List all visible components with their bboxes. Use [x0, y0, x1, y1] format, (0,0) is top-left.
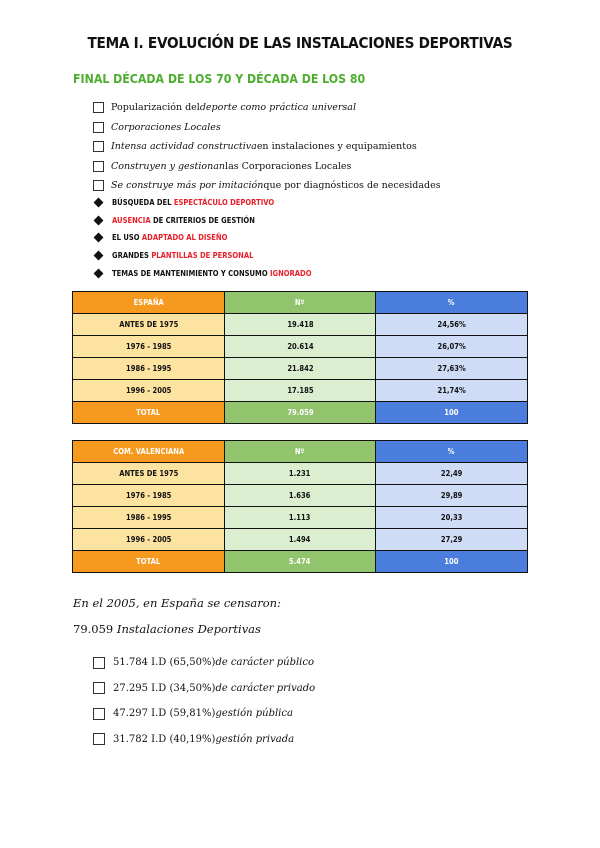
- stats-item: 27.295 I.D (34,50%) de carácter privado: [93, 676, 315, 702]
- table-cell: 1976 - 1985: [73, 485, 225, 507]
- spain-table: [72, 291, 528, 424]
- table-cell: 20,33: [376, 507, 528, 529]
- diamond-bullet-icon: [94, 215, 104, 225]
- table-cell: 27,63%: [376, 358, 528, 380]
- table-header-cell: COM. VALENCIANA: [73, 441, 225, 463]
- checkbox-icon: [93, 122, 104, 133]
- table-cell: 1986 - 1995: [73, 358, 225, 380]
- census-total: 79.059 Instalaciones Deportivas: [73, 622, 261, 636]
- checkbox-icon: [93, 682, 105, 694]
- table-header-cell: %: [376, 441, 528, 463]
- table-header-cell: Nº: [225, 292, 376, 314]
- checklist-item: Corporaciones Locales: [93, 118, 441, 138]
- checkbox-icon: [93, 161, 104, 172]
- table-row: [73, 336, 528, 358]
- table-cell: 27,29: [376, 529, 528, 551]
- bullet-item: GRANDES PLANTILLAS DE PERSONAL: [93, 247, 347, 265]
- table-row: [73, 485, 528, 507]
- table-cell: TOTAL: [73, 551, 225, 573]
- table-cell: 17.185: [225, 380, 376, 402]
- table-cell: 21,74%: [376, 380, 528, 402]
- table-cell: 22,49: [376, 463, 528, 485]
- table-header-row: [73, 441, 528, 463]
- table-header-cell: Nº: [225, 441, 376, 463]
- table-cell: TOTAL: [73, 402, 225, 424]
- census-intro: En el 2005, en España se censaron:: [73, 596, 281, 610]
- checklist-item: Popularización del deporte como práctica universal: [93, 98, 441, 118]
- stats-item: 47.297 I.D (59,81%) gestión pública: [93, 701, 315, 727]
- table-row: [73, 314, 528, 336]
- table-cell: 1996 - 2005: [73, 529, 225, 551]
- table-cell: ANTES DE 1975: [73, 314, 225, 336]
- stats-list: [93, 650, 315, 752]
- stats-item: 51.784 I.D (65,50%) de carácter público: [93, 650, 315, 676]
- bullet-item: TEMAS DE MANTENIMIENTO Y CONSUMO IGNORADO: [93, 264, 347, 282]
- table-row: [73, 507, 528, 529]
- bullet-list: [93, 194, 347, 282]
- checklist: [93, 98, 441, 196]
- table-header-cell: ESPAÑA: [73, 292, 225, 314]
- checkbox-icon: [93, 708, 105, 720]
- diamond-bullet-icon: [94, 233, 104, 243]
- table-cell: 79.059: [225, 402, 376, 424]
- checkbox-icon: [93, 657, 105, 669]
- table-total-row: [73, 402, 528, 424]
- table-cell: ANTES DE 1975: [73, 463, 225, 485]
- section-subtitle: FINAL DÉCADA DE LOS 70 Y DÉCADA DE LOS 80: [73, 71, 366, 86]
- table-cell: 100: [376, 551, 528, 573]
- table-row: [73, 358, 528, 380]
- diamond-bullet-icon: [94, 198, 104, 208]
- table-cell: 19.418: [225, 314, 376, 336]
- table-cell: 26,07%: [376, 336, 528, 358]
- checklist-item: Construyen y gestionan las Corporaciones Locales: [93, 157, 441, 177]
- checkbox-icon: [93, 141, 104, 152]
- table-row: [73, 380, 528, 402]
- table-row: [73, 529, 528, 551]
- diamond-bullet-icon: [94, 251, 104, 261]
- table-row: [73, 463, 528, 485]
- checkbox-icon: [93, 102, 104, 113]
- page-title: TEMA I. EVOLUCIÓN DE LAS INSTALACIONES DEPORTIVAS: [87, 34, 513, 52]
- table-cell: 5.474: [225, 551, 376, 573]
- diamond-bullet-icon: [94, 268, 104, 278]
- stats-item: 31.782 I.D (40,19%) gestión privada: [93, 727, 315, 753]
- table-cell: 29,89: [376, 485, 528, 507]
- checklist-item: Se construye más por imitación que por diagnósticos de necesidades: [93, 176, 441, 196]
- table-cell: 21.842: [225, 358, 376, 380]
- table-cell: 1.636: [225, 485, 376, 507]
- table-total-row: [73, 551, 528, 573]
- valencia-table: [72, 440, 528, 573]
- checkbox-icon: [93, 733, 105, 745]
- table-cell: 1.231: [225, 463, 376, 485]
- table-cell: 24,56%: [376, 314, 528, 336]
- table-cell: 20.614: [225, 336, 376, 358]
- bullet-item: AUSENCIA DE CRITERIOS DE GESTIÓN: [93, 212, 347, 230]
- table-cell: 1996 - 2005: [73, 380, 225, 402]
- table-cell: 1986 - 1995: [73, 507, 225, 529]
- table-header-row: [73, 292, 528, 314]
- table-cell: 100: [376, 402, 528, 424]
- bullet-item: EL USO ADAPTADO AL DISEÑO: [93, 229, 347, 247]
- table-cell: 1.113: [225, 507, 376, 529]
- checklist-item: Intensa actividad constructiva en instalaciones y equipamientos: [93, 137, 441, 157]
- checkbox-icon: [93, 180, 104, 191]
- table-cell: 1.494: [225, 529, 376, 551]
- table-header-cell: %: [376, 292, 528, 314]
- table-cell: 1976 - 1985: [73, 336, 225, 358]
- bullet-item: BÚSQUEDA DEL ESPECTÁCULO DEPORTIVO: [93, 194, 347, 212]
